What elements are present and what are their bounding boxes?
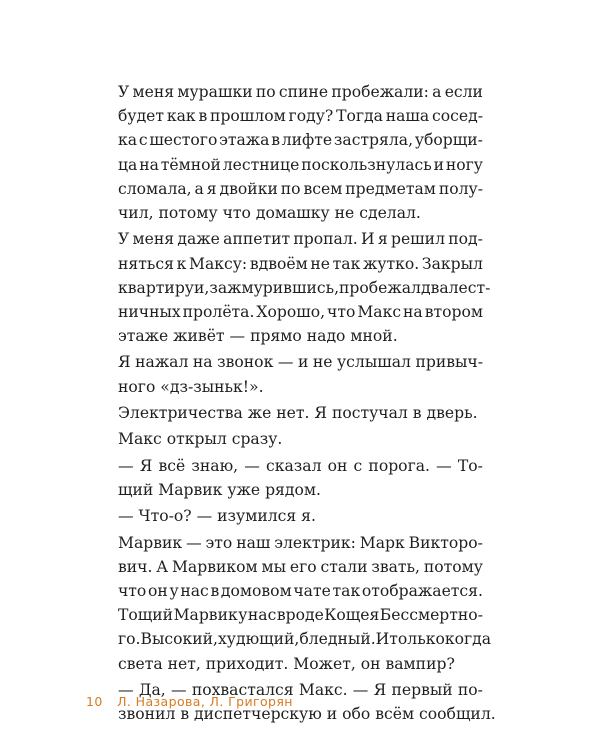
word: Викторо- [408,533,483,552]
word: бледный. [299,630,376,649]
word: Марвик [173,606,238,625]
word: двойки [219,179,278,198]
word: — [186,533,202,552]
word: худющий, [218,630,300,649]
word: У [118,83,130,101]
word: два [420,278,449,297]
word: вдвоём [249,254,308,273]
paragraph-first-line: Электричества же нет. Я постучал в дверь. [118,404,478,422]
word: и [297,353,309,372]
page-footer [86,694,293,709]
word: квартиру [118,278,194,297]
word: по [280,179,301,198]
paragraph-line: звонил в диспетчерскую и обо всём сообщил. [118,705,496,724]
word: шестого [149,131,218,150]
paragraph-line [118,177,483,201]
word: пробежал [339,278,421,297]
word: И [360,230,375,249]
word: похвастался [191,681,294,699]
word: как [166,107,196,126]
word: по- [457,681,483,699]
word: сломала, [118,179,192,198]
word: меня [132,83,175,101]
word: знаю, [191,456,239,475]
word: и, [193,278,210,297]
word: — [118,456,134,475]
paragraph-line [118,555,483,579]
word: лестнице [222,155,300,174]
word: Кощея [324,606,380,625]
word: Марвик [118,533,183,552]
paragraph-line: этаже живёт — прямо надо мной. [118,327,398,346]
word: ногу [445,155,483,174]
word: сосед- [432,107,483,126]
word: это [205,533,233,552]
word: а [432,83,442,101]
word: стали [320,557,368,576]
word: на [192,353,213,372]
word: к [176,254,187,273]
word: пролёта. [182,302,255,321]
word: — [118,681,134,699]
author-names: Л. Назарова, Л. Григорян [117,694,293,709]
word: с [353,456,363,475]
word: ка [118,131,138,150]
page-number: 10 [86,694,103,709]
word: не [312,353,333,372]
word: мы [261,557,287,576]
word: ничных [118,302,181,321]
word: Закрыл [421,254,483,273]
word: нас [247,606,277,625]
word: с [138,131,148,150]
paragraph-line: чил, потому что домашку не сделал. [118,203,421,222]
word: не [310,254,331,273]
word: ца [118,155,138,174]
paragraph-line [118,627,492,651]
word: У [118,230,130,249]
paragraph-line [118,603,483,627]
word: Я [139,456,153,475]
paragraph-line [118,252,483,276]
word: Максу: [188,254,248,273]
word: Я [118,353,131,372]
word: всё [158,456,186,475]
word: первый [391,681,453,699]
word: а [194,179,204,198]
word: — [244,456,260,475]
word: что [118,582,147,601]
word: домовом [220,582,292,601]
word: привыч- [415,353,483,372]
word: Макс. [298,681,348,699]
word: — [436,456,452,475]
word: тёмной [160,155,221,174]
word: го. [118,630,141,649]
word: зажмурившись, [209,278,340,297]
word: даже [177,230,220,249]
paragraph-line: щий Марвик уже рядом. [118,480,321,499]
paragraph-first-line [118,454,483,478]
word: так [332,254,361,273]
word: я [377,230,388,249]
word: наша [385,107,430,126]
word: втором [424,302,483,321]
word: в [210,582,220,601]
word: Я [373,681,387,699]
word: решил [390,230,445,249]
word: пробежали: [331,83,429,101]
paragraph-line: света нет, приходит. Может, он вампир? [118,654,455,673]
word: что [327,302,356,321]
word: няться [118,254,174,273]
word: он [327,456,348,475]
paragraph-line [118,104,483,128]
word: году? [288,107,334,126]
word: застряла, [333,131,414,150]
word: полу- [438,179,483,198]
word: Бессмертно- [379,606,483,625]
word: нажал [135,353,189,372]
word: электрик: [274,533,356,552]
word: лест- [448,278,491,297]
word: лифте [281,131,333,150]
word: услышал [337,353,411,372]
word: будет [118,107,165,126]
paragraph-line: ного «дз-зыньк!». [118,377,264,396]
word: на [139,155,159,174]
word: когда [444,630,492,649]
word: Марвиком [171,557,258,576]
word: и [433,155,444,174]
word: пропал. [293,230,358,249]
word: мурашки [177,83,253,101]
word: предметам [345,179,436,198]
word: То- [457,456,483,475]
word: в [198,107,208,126]
word: его [289,557,317,576]
word: поскользнулась [301,155,432,174]
paragraph-first-line [118,80,483,104]
word: Да, [138,681,166,699]
paragraph-line [118,579,483,603]
word: всем [303,179,343,198]
paragraph-line [118,128,483,152]
word: Марк [359,533,405,552]
paragraph-line [118,300,483,324]
word: по [255,83,276,101]
paragraph-first-line [118,350,483,374]
word: Хорошо, [256,302,326,321]
word: на [403,302,423,321]
word: Высокий, [140,630,218,649]
word: уборщи- [414,131,483,150]
word: под- [448,230,483,249]
word: спине [278,83,329,101]
word: — [171,681,187,699]
word: он [148,582,168,601]
word: чате [293,582,331,601]
word: звонок [217,353,274,372]
word: этажа [219,131,270,150]
word: вич. [118,557,153,576]
word: порога. [368,456,430,475]
word: в [271,131,280,150]
word: Тощий [118,606,174,625]
paragraph-first-line [118,227,483,251]
word: так [332,582,361,601]
word: аппетит [223,230,291,249]
word: — [277,353,294,372]
word: меня [132,230,175,249]
word: я [206,179,217,198]
paragraph-first-line: — Что-о? — изумился я. [118,507,316,526]
body-text [118,80,496,726]
word: звать, [371,557,420,576]
paragraph-line [118,276,491,300]
word: прошлом [210,107,286,126]
word: у [238,606,248,625]
paragraph-line [118,153,483,177]
word: нас [180,582,209,601]
word: сказал [265,456,322,475]
word: у [169,582,179,601]
paragraph-first-line: Макс открыл сразу. [118,430,283,449]
word: если [444,83,483,101]
word: наш [236,533,271,552]
word: потому [423,557,483,576]
word: только [389,630,445,649]
word: жутко. [363,254,420,273]
word: А [156,557,169,576]
word: вроде [276,606,324,625]
word: Макс [357,302,402,321]
word: Тогда [336,107,383,126]
word: — [352,681,369,699]
word: И [375,630,390,649]
word: отображается. [361,582,483,601]
paragraph-first-line [118,531,483,555]
